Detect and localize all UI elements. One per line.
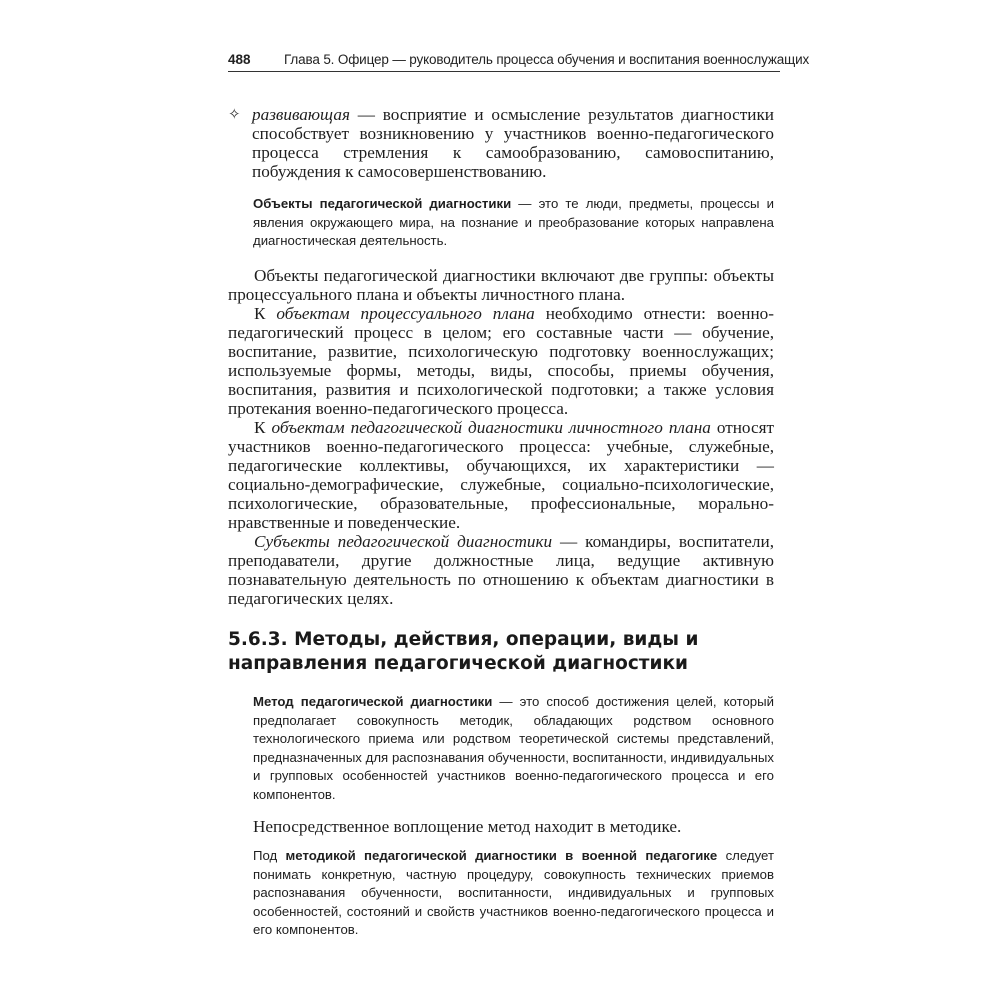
definition-method [253, 693, 774, 804]
definition-term: Объекты педагогической диагностики [253, 196, 512, 211]
definition-text: — это способ достижения целей, который предполагает совокупность методик, обладающих родством основного технологического приема или родством теоретической системы представлений, предназначенных для распознавания обученности, воспитанности, индивидуальных и групповых особенностей участников военно-педагогического процесса и его компонентов. [253, 694, 774, 802]
header-rule [228, 71, 780, 72]
paragraph [228, 418, 774, 532]
running-head [228, 52, 810, 67]
bullet-text [252, 105, 774, 181]
bullet-term: развивающая [252, 105, 350, 124]
bullet-item [228, 105, 774, 181]
paragraph-method: Непосредственное воплощение метод находит в методике. [253, 817, 682, 836]
definition-objects [253, 195, 774, 251]
italic-term: объектам процессуального плана [276, 304, 535, 323]
italic-term: объектам педагогической диагностики личностного плана [271, 418, 711, 437]
paragraph-text: — командиры, воспитатели, преподаватели, другие должностные лица, ведущие активную познавательную деятельность по отношению к объектам диагностики в педагогических целях. [228, 532, 775, 608]
definition-term: Метод педагогической диагностики [253, 694, 493, 709]
paragraph-lead: К [254, 418, 272, 437]
section-heading: 5.6.3. Методы, действия, операции, виды и направления педагогической диагностики [228, 629, 699, 674]
definition-methodics [253, 847, 774, 940]
definition-term: методикой педагогической диагностики в военной педагогике [285, 848, 718, 863]
paragraph-text: необходимо отнести: военно-педагогический процесс в целом; его составные части — обучение, воспитание, развитие, психологическую подготовку военнослужащих; используемые формы, методы, виды, способы, приемы обучения, воспитания, развития и психологической подготовки; а также условия протекания военно-педагогического процесса. [228, 304, 774, 418]
paragraph: Объекты педагогической диагностики включают две группы: объекты процессуального плана и объекты личностного плана. [228, 266, 774, 304]
definition-text: — это те люди, предметы, процессы и явления окружающего мира, на познание и преобразование которых направлена диагностическая деятельность. [253, 196, 775, 248]
body-paragraphs [228, 266, 774, 608]
italic-term: Субъекты педагогической диагностики [254, 532, 553, 551]
chapter-title: Глава 5. Офицер — руководитель процесса обучения и воспитания военнослужащих [284, 52, 810, 67]
definition-lead: Под [253, 848, 286, 863]
diamond-star-icon: ✧ [228, 105, 241, 123]
paragraph [228, 304, 774, 418]
paragraph-text: относят участников военно-педагогического процесса: учебные, служебные, педагогические коллективы, обучающихся, их характеристики — социально-демографические, служебные, социально-психологические, психологические, образовательные, профессиональные, морально-нравственные и поведенческие. [228, 418, 774, 532]
paragraph [228, 532, 774, 608]
page-number: 488 [228, 52, 251, 67]
paragraph-lead: К [254, 304, 277, 323]
definition-text: следует понимать конкретную, частную процедуру, совокупность технических приемов распознавания обученности, воспитанности, индивидуальных и групповых особенностей, состояний и свойств участников военно-педагогического процесса и его компонентов. [253, 848, 774, 937]
bullet-body: — восприятие и осмысление результатов диагностики способствует возникновению у участников военно-педагогического процесса стремления к самообразованию, самовоспитанию, побуждения к самосовершенствованию. [252, 105, 774, 181]
